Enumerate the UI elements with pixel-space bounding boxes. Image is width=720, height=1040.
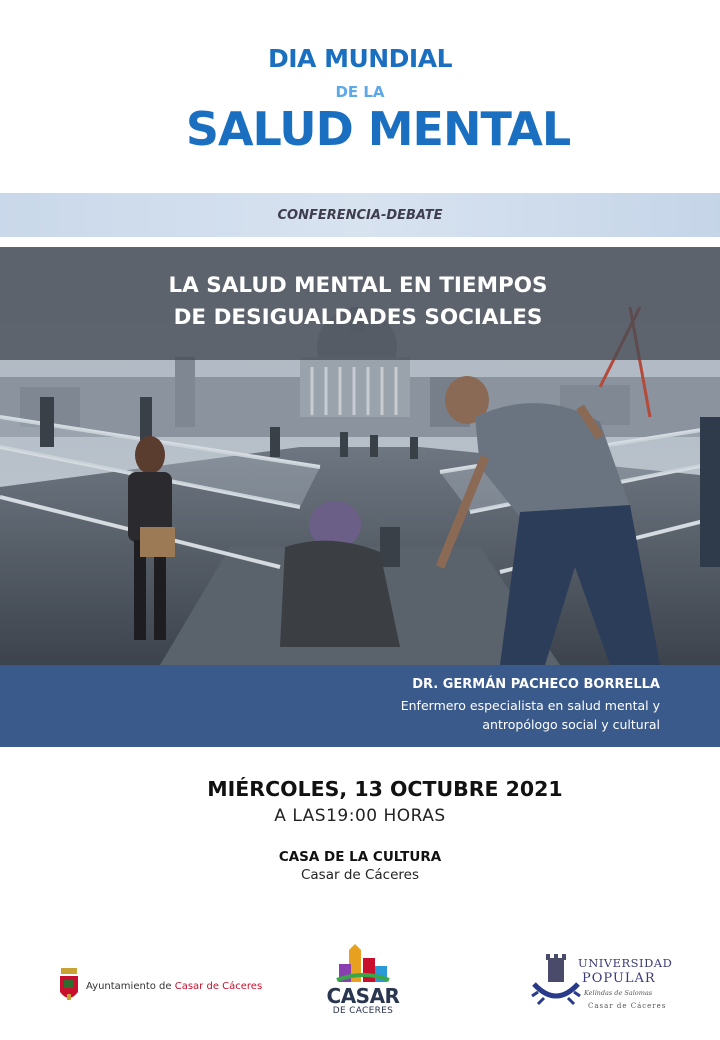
event-venue: CASA DE LA CULTURA <box>278 849 442 865</box>
event-time: A LAS19:00 HORAS <box>274 806 446 826</box>
casar-logo <box>318 944 408 1024</box>
universidad-popular-logo <box>528 952 678 1016</box>
ayuntamiento-prefix: Ayuntamiento de <box>86 980 172 992</box>
speaker-role-line2: antropólogo social y cultural <box>482 717 660 732</box>
ayuntamiento-name: Casar de Cáceres <box>174 980 263 992</box>
page-title-line2: DE LA <box>335 83 385 101</box>
ayuntamiento-logo <box>58 964 262 1008</box>
headline <box>0 270 716 334</box>
headline-line2: DE DESIGUALDADES SOCIALES <box>173 305 543 330</box>
up-logo-line1: UNIVERSIDAD <box>578 956 673 970</box>
page-title-line1: DIA MUNDIAL <box>267 44 453 73</box>
speaker-role <box>401 696 660 734</box>
up-logo-line2: POPULAR <box>582 971 656 986</box>
casar-logo-word: CASAR <box>326 984 400 1008</box>
casar-houses-icon <box>333 944 393 986</box>
coat-of-arms-icon <box>58 966 80 1006</box>
event-town: Casar de Cáceres <box>300 867 420 883</box>
castle-laurel-icon <box>528 952 584 1014</box>
speaker-name: DR. GERMÁN PACHECO BORRELLA <box>412 677 660 692</box>
subtitle-band-label: CONFERENCIA-DEBATE <box>277 208 443 223</box>
page-title-line3: SALUD MENTAL <box>185 102 571 156</box>
event-date: MIÉRCOLES, 13 OCTUBRE 2021 <box>207 777 563 801</box>
up-logo-line4: Casar de Cáceres <box>588 1002 667 1010</box>
up-logo-line3: Kelíndas de Salomas <box>584 989 653 997</box>
casar-logo-sub: DE CACERES <box>332 1006 394 1016</box>
headline-line1: LA SALUD MENTAL EN TIEMPOS <box>168 273 548 298</box>
speaker-role-line1: Enfermero especialista en salud mental y <box>400 698 660 713</box>
